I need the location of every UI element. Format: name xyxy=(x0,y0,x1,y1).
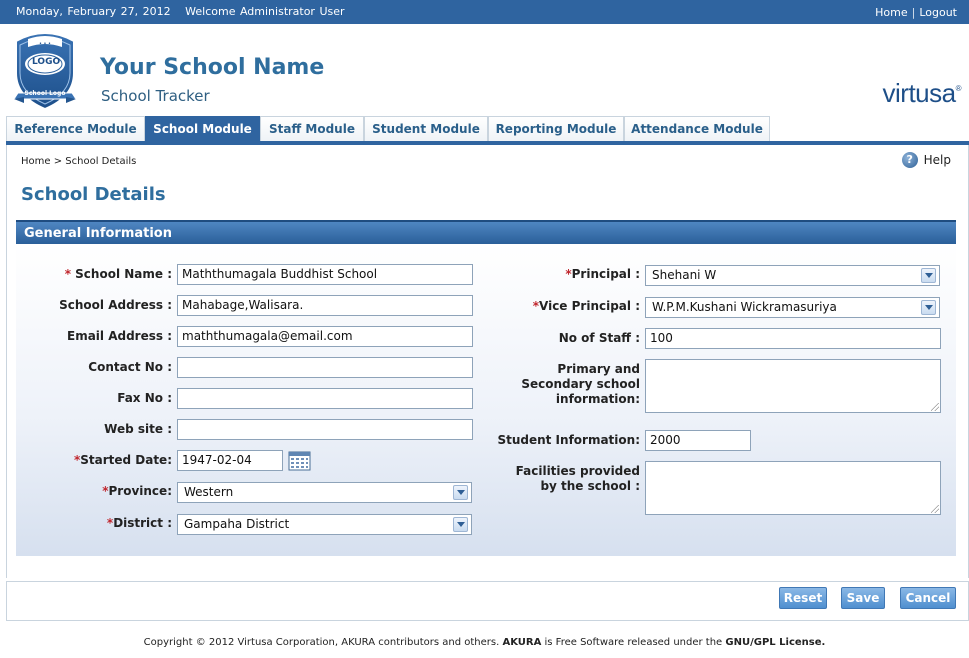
started-date-label: *Started Date: xyxy=(73,453,172,467)
cancel-button[interactable]: Cancel xyxy=(900,587,956,609)
district-label: *District : xyxy=(106,516,172,530)
logo-caption: School Logo xyxy=(24,90,66,97)
web-site-input[interactable] xyxy=(177,419,473,440)
student-information-label: Student Information: xyxy=(497,433,640,447)
no-of-staff-input[interactable]: 100 xyxy=(645,328,941,349)
vice-principal-select[interactable] xyxy=(645,297,940,318)
province-label: *Province: xyxy=(102,484,172,498)
module-tabs xyxy=(6,116,969,142)
help-icon[interactable]: ? xyxy=(902,152,918,168)
logout-link[interactable]: Logout xyxy=(919,6,957,19)
vice-principal-label: *Vice Principal : xyxy=(532,299,640,313)
principal-selected-value: Shehani W xyxy=(652,268,717,282)
principal-select[interactable] xyxy=(645,265,940,286)
district-selected-value: Gampaha District xyxy=(184,517,290,531)
vice-principal-selected-value: W.P.M.Kushani Wickramasuriya xyxy=(652,300,837,314)
breadcrumb-home[interactable]: Home xyxy=(21,156,51,167)
help-link[interactable] xyxy=(902,152,951,168)
copyright-text: Copyright © 2012 Virtusa Corporation, AKURA contributors and others. xyxy=(143,637,500,648)
breadcrumb xyxy=(21,156,136,167)
reset-button[interactable]: Reset xyxy=(779,587,827,609)
province-selected-value: Western xyxy=(184,485,234,499)
current-date: Monday, February 27, 2012 xyxy=(16,5,171,18)
link-separator: | xyxy=(911,6,916,19)
school-address-input[interactable]: Mahabage,Walisara. xyxy=(177,295,473,316)
primary-secondary-textarea[interactable] xyxy=(645,359,941,413)
app-subtitle: School Tracker xyxy=(101,87,210,105)
district-select[interactable] xyxy=(177,514,472,535)
copyright-footer xyxy=(0,637,969,648)
email-address-label: Email Address : xyxy=(67,329,172,343)
tab-staff-module[interactable]: Staff Module xyxy=(260,116,364,142)
started-date-input[interactable]: 1947-02-04 xyxy=(177,450,283,471)
school-address-label: School Address : xyxy=(59,298,172,312)
school-name-title: Your School Name xyxy=(100,55,325,80)
resize-grip-icon[interactable] xyxy=(931,403,939,411)
page-title: School Details xyxy=(21,184,166,205)
chevron-down-icon[interactable] xyxy=(453,517,468,532)
facilities-textarea[interactable] xyxy=(645,461,941,515)
top-bar xyxy=(0,0,969,24)
calendar-icon[interactable] xyxy=(288,450,311,471)
web-site-label: Web site : xyxy=(104,422,172,436)
no-of-staff-label: No of Staff : xyxy=(558,331,640,345)
tab-reporting-module[interactable]: Reporting Module xyxy=(488,116,624,142)
fax-no-label: Fax No : xyxy=(117,391,172,405)
license-name: GNU/GPL License. xyxy=(725,637,826,648)
svg-text:• • •: • • • xyxy=(38,41,52,47)
email-address-input[interactable]: maththumagala@email.com xyxy=(177,326,473,347)
save-button[interactable]: Save xyxy=(841,587,885,609)
chevron-down-icon[interactable] xyxy=(921,300,936,315)
akura-name: AKURA xyxy=(502,637,542,648)
province-select[interactable] xyxy=(177,482,472,503)
contact-no-input[interactable] xyxy=(177,357,473,378)
school-logo xyxy=(10,27,80,112)
tab-student-module[interactable]: Student Module xyxy=(364,116,488,142)
breadcrumb-current: School Details xyxy=(65,156,137,167)
resize-grip-icon[interactable] xyxy=(931,505,939,513)
tab-reference-module[interactable]: Reference Module xyxy=(6,116,145,142)
home-link[interactable]: Home xyxy=(875,6,908,19)
school-name-label: * School Name : xyxy=(64,267,172,281)
breadcrumb-separator: > xyxy=(53,156,63,167)
general-information-header: General Information xyxy=(16,220,956,244)
student-information-input[interactable]: 2000 xyxy=(645,430,751,451)
tab-attendance-module[interactable]: Attendance Module xyxy=(624,116,770,142)
primary-secondary-label: Primary and Secondary school information: xyxy=(521,362,640,406)
brand-text: virtusa xyxy=(882,78,956,108)
logo-text: LOGO xyxy=(32,57,61,67)
chevron-down-icon[interactable] xyxy=(921,268,936,283)
facilities-label: Facilities provided by the school : xyxy=(515,464,640,493)
chevron-down-icon[interactable] xyxy=(453,485,468,500)
school-name-input[interactable]: Maththumagala Buddhist School xyxy=(177,264,473,285)
license-text: is Free Software released under the xyxy=(544,637,723,648)
top-bar-links xyxy=(875,6,957,19)
contact-no-label: Contact No : xyxy=(88,360,172,374)
welcome-message: Welcome Administrator User xyxy=(185,5,345,18)
virtusa-brand-logo: virtusa® xyxy=(882,78,961,108)
top-bar-info xyxy=(16,5,345,18)
principal-label: *Principal : xyxy=(565,267,640,281)
help-label[interactable]: Help xyxy=(923,153,951,167)
tab-school-module[interactable]: School Module xyxy=(145,116,260,142)
fax-no-input[interactable] xyxy=(177,388,473,409)
